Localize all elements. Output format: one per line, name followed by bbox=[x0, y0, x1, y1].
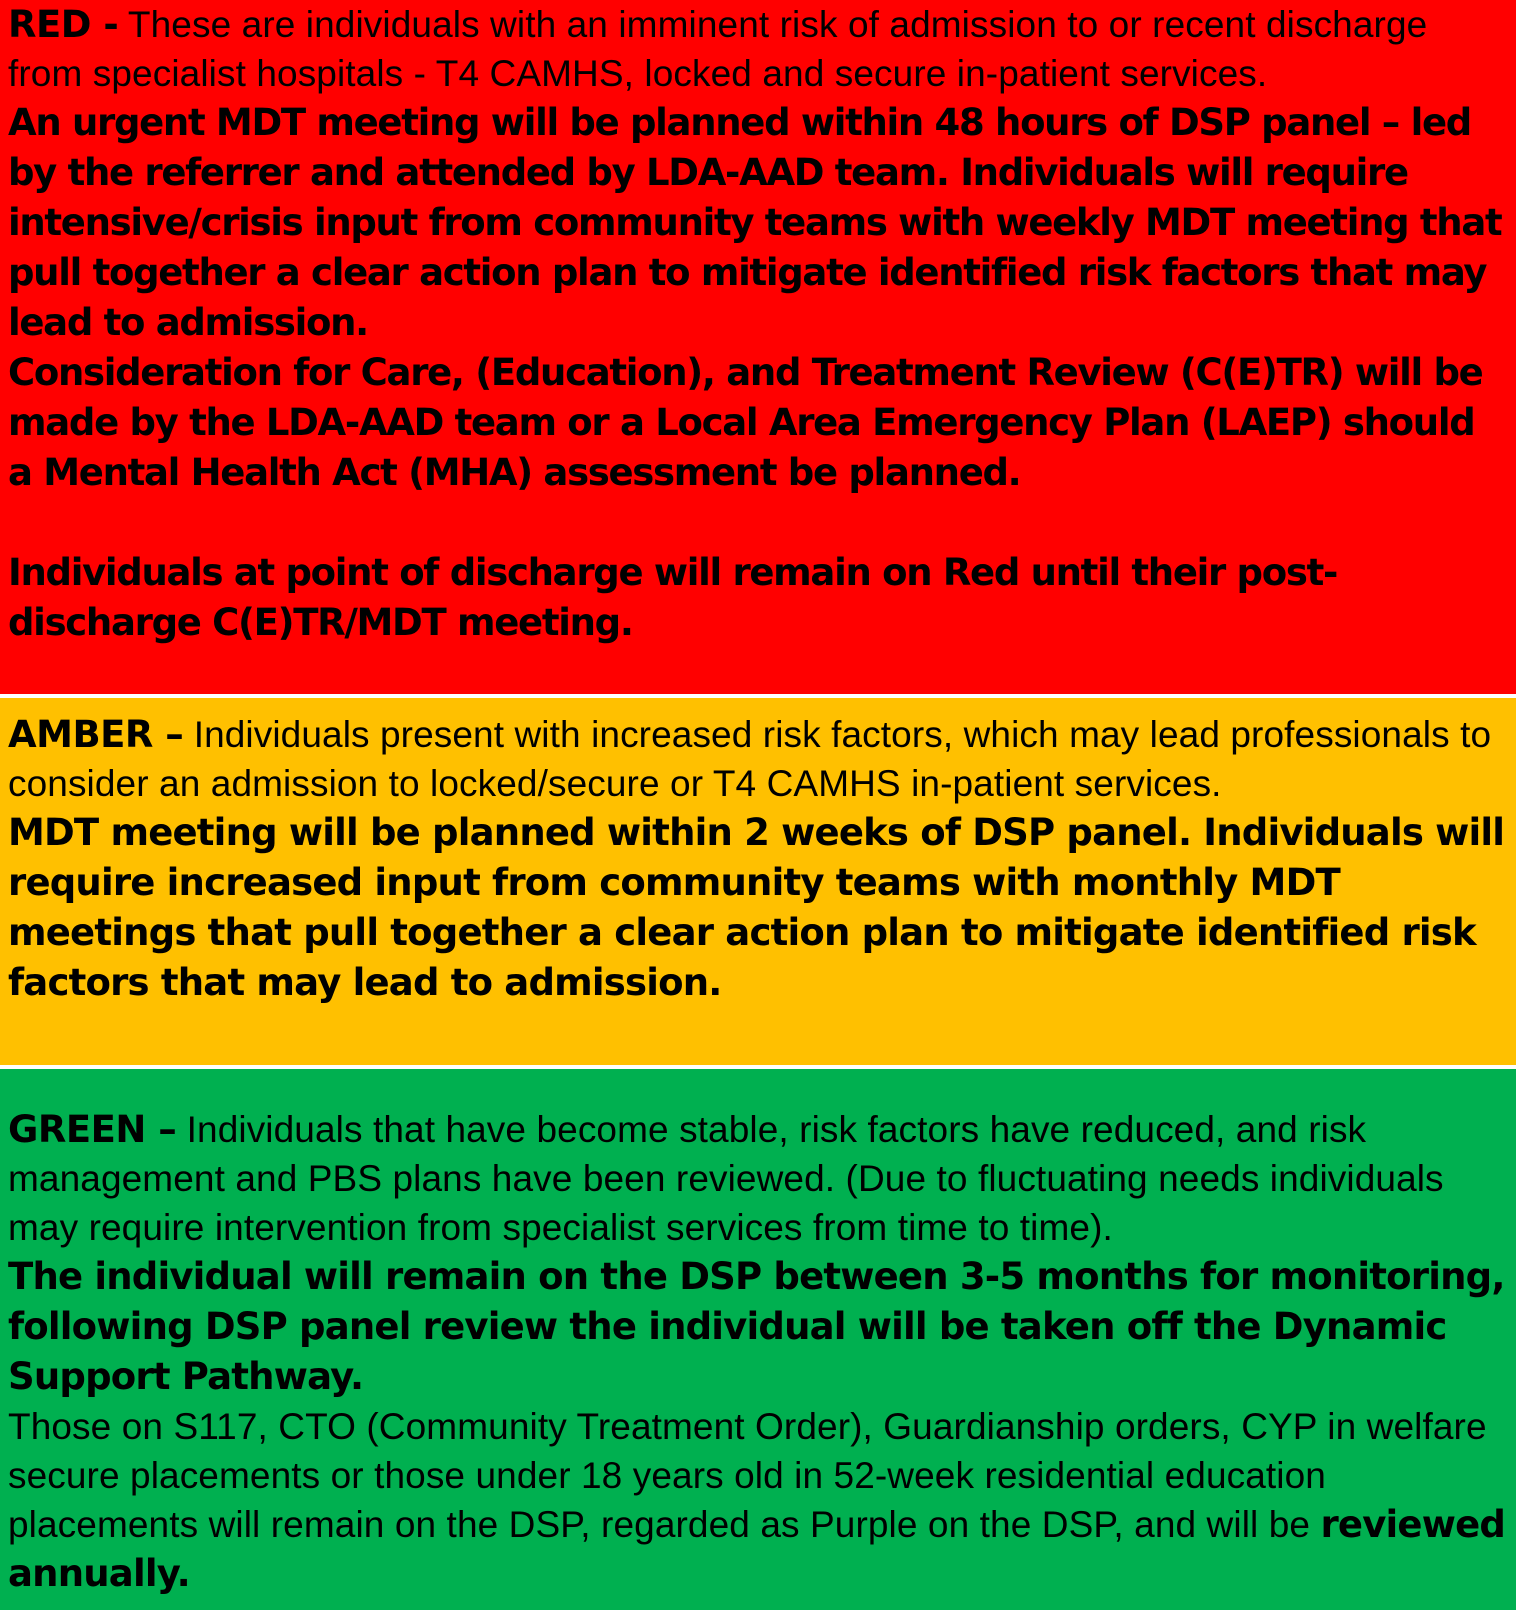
amber-mdt-paragraph: MDT meeting will be planned within 2 weeks of DSP panel. Individuals will require increased input from community teams with monthly MDT meetings that pull together a clear action plan to mitigate identified risk factors that may lead to admission. bbox=[8, 811, 1505, 1004]
green-label: GREEN – bbox=[8, 1108, 177, 1151]
green-rating-section bbox=[0, 1069, 1516, 1610]
amber-intro-text: Individuals present with increased risk factors, which may lead professionals to consider an admission to locked/secure or T4 CAMHS in-patient services. bbox=[8, 714, 1492, 804]
green-review-emphasis: reviewed annually. bbox=[8, 1503, 1506, 1595]
red-intro bbox=[8, 0, 1508, 98]
red-intro-text: These are individuals with an imminent risk of admission to or recent discharge from specialist hospitals - T4 CAMHS, locked and secure in-patient services. bbox=[8, 4, 1428, 94]
red-label: RED - bbox=[8, 3, 119, 46]
green-intro bbox=[8, 1105, 1508, 1252]
green-monitoring-paragraph: The individual will remain on the DSP between 3-5 months for monitoring, following DSP panel review the individual will be taken off the Dynamic Support Pathway. bbox=[8, 1255, 1505, 1398]
red-rating-section bbox=[0, 0, 1516, 694]
green-intro-text: Individuals that have become stable, risk factors have reduced, and risk management and PBS plans have been reviewed. (Due to fluctuating needs individuals may require intervention from specialist services from time to time). bbox=[8, 1109, 1444, 1248]
amber-intro bbox=[8, 710, 1508, 808]
amber-rating-section bbox=[0, 698, 1516, 1065]
red-spacer bbox=[8, 498, 1508, 548]
green-purple-text: Those on S117, CTO (Community Treatment Order), Guardianship orders, CYP in welfare secure placements or those under 18 years old in 52-week residential education placements will remain on the DSP, regarded as Purple on the DSP, and will be bbox=[8, 1406, 1487, 1545]
amber-label: AMBER – bbox=[8, 713, 184, 756]
red-cetr-paragraph: Consideration for Care, (Education), and Treatment Review (C(E)TR) will be made by the LDA-AAD team or a Local Area Emergency Plan (LAEP) should a Mental Health Act (MHA) assessment be planned. bbox=[8, 351, 1483, 494]
red-mdt-paragraph: An urgent MDT meeting will be planned within 48 hours of DSP panel – led by the referrer and attended by LDA-AAD team. Individuals will require intensive/crisis input from community teams with weekly MDT meeting that pull together a clear action plan to mitigate identified risk factors that may lead to admission. bbox=[8, 101, 1502, 344]
red-discharge-paragraph: Individuals at point of discharge will remain on Red until their post-discharge C(E)TR/MDT meeting. bbox=[8, 551, 1338, 644]
green-purple-paragraph bbox=[8, 1402, 1508, 1598]
